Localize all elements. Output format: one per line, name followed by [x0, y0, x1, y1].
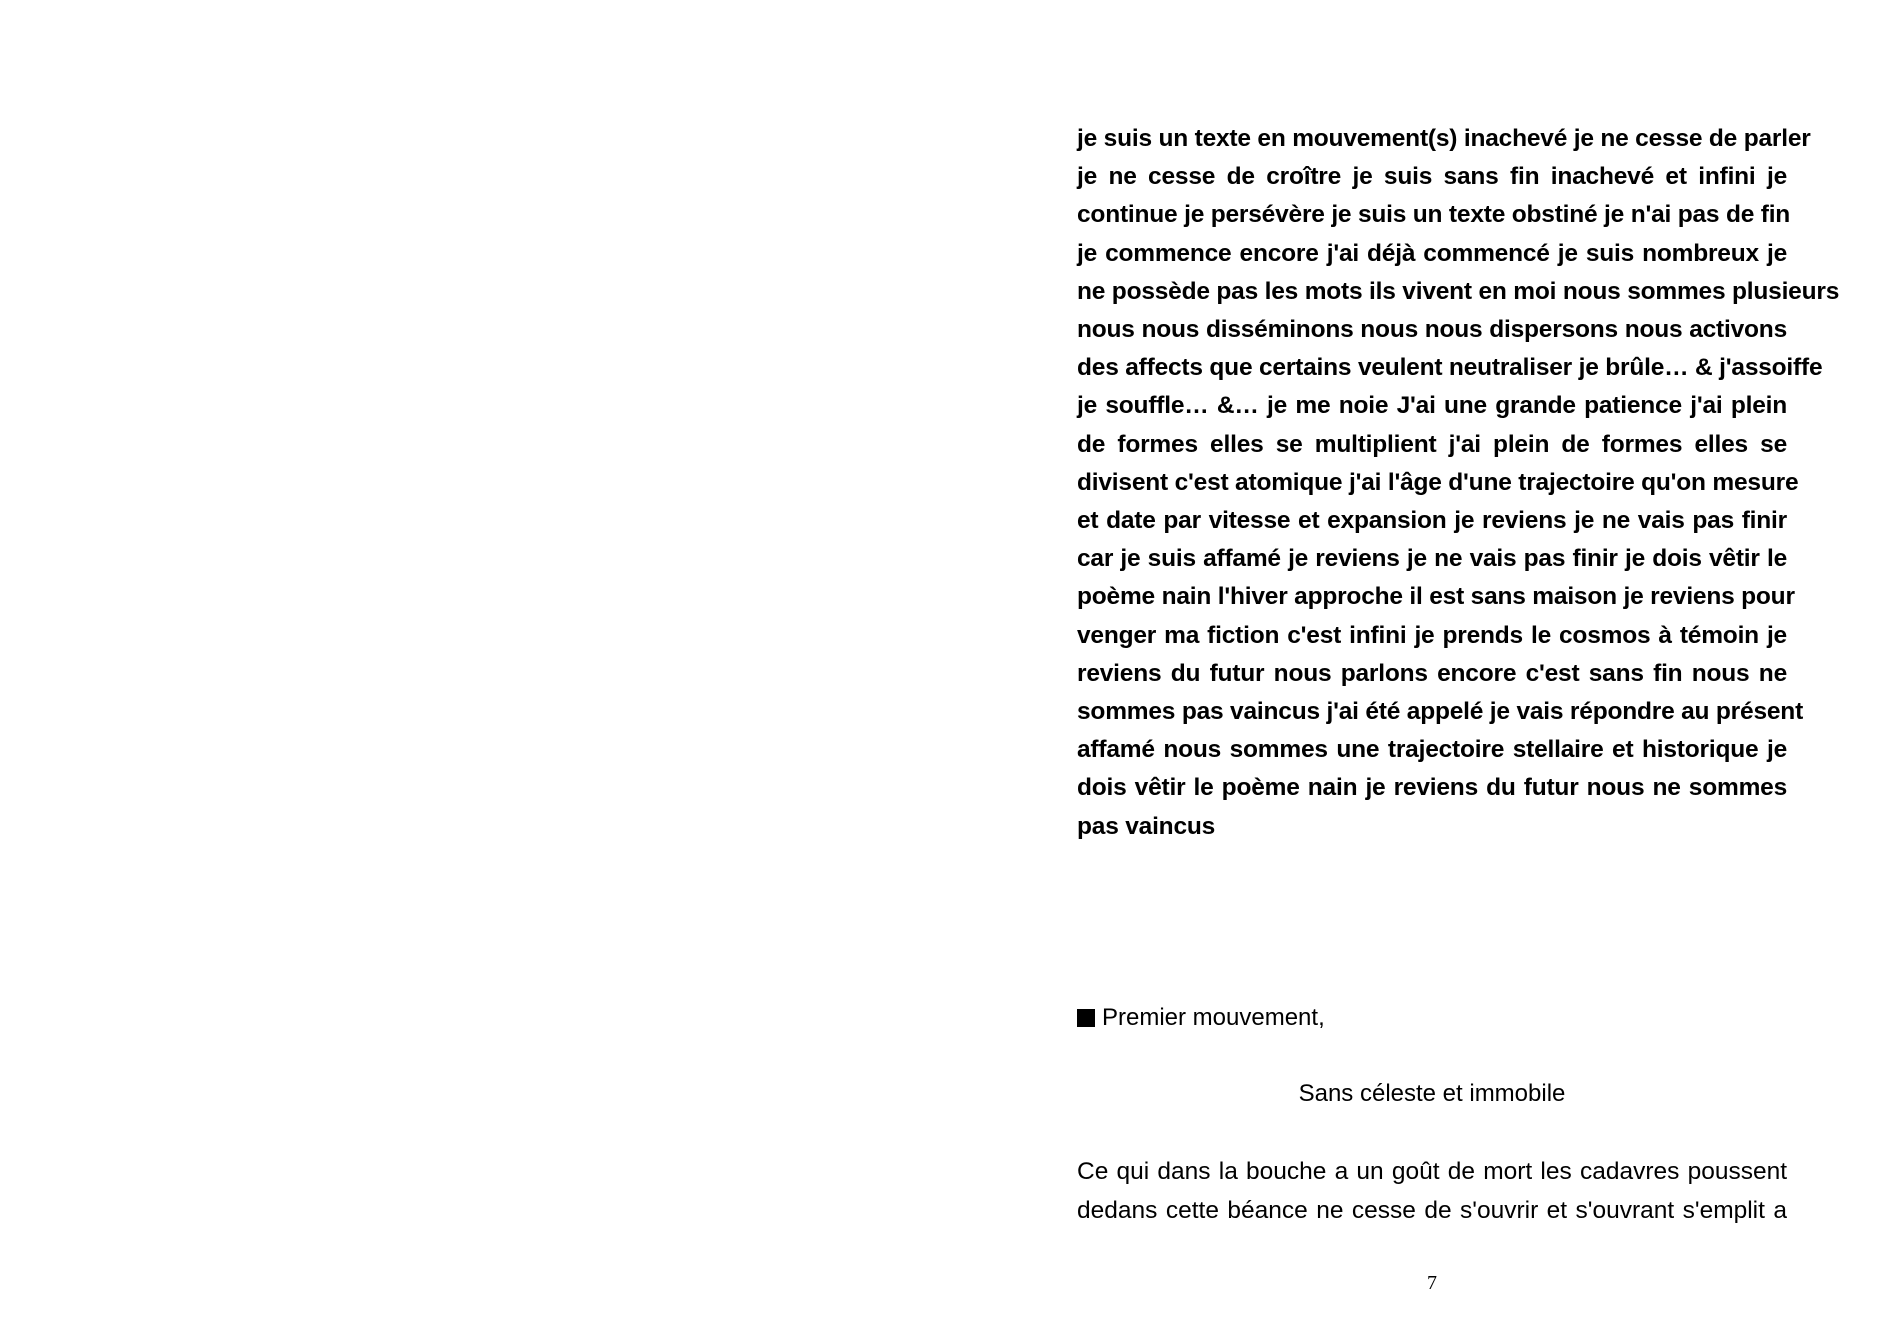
prose-line: pas vaincus	[1077, 812, 1216, 840]
prose-line: reviens du futur nous parlons encore c'est sans fin nous ne	[1077, 659, 1787, 687]
prose-line: des affects que certains veulent neutraliser je brûle… & j'assoiffe	[1077, 354, 1823, 382]
black-square-icon	[1077, 1009, 1095, 1027]
prose-line: de formes elles se multiplient j'ai plein de formes elles se	[1077, 430, 1787, 458]
page-number: 7	[1427, 1272, 1437, 1294]
prose-line: sommes pas vaincus j'ai été appelé je vais répondre au présent	[1077, 698, 1804, 726]
bold-prose-block	[1077, 120, 1840, 846]
prose-line: affamé nous sommes une trajectoire stellaire et historique je	[1077, 736, 1787, 764]
prose-line: dois vêtir le poème nain je reviens du futur nous ne sommes	[1077, 774, 1787, 802]
prose-line: poème nain l'hiver approche il est sans maison je reviens pour	[1077, 583, 1795, 611]
section-heading-text: Premier mouvement,	[1102, 1004, 1325, 1031]
prose-line: venger ma fiction c'est infini je prends le cosmos à témoin je	[1077, 621, 1787, 649]
prose-line: car je suis affamé je reviens je ne vais pas finir je dois vêtir le	[1077, 545, 1787, 573]
body-line: Ce qui dans la bouche a un goût de mort les cadavres poussent	[1077, 1158, 1787, 1185]
body-line: dedans cette béance ne cesse de s'ouvrir et s'ouvrant s'emplit a	[1077, 1197, 1787, 1224]
prose-line: je ne cesse de croître je suis sans fin inachevé et infini je	[1077, 163, 1787, 191]
prose-line: je souffle… &… je me noie J'ai une grande patience j'ai plein	[1077, 392, 1787, 420]
prose-line: je suis un texte en mouvement(s) inachevé je ne cesse de parler	[1077, 125, 1811, 152]
section-heading	[1077, 1000, 1325, 1036]
section-subtitle: Sans céleste et immobile	[1298, 1080, 1566, 1107]
prose-line: nous nous disséminons nous nous dispersons nous activons	[1077, 316, 1787, 344]
prose-line: ne possède pas les mots ils vivent en moi nous sommes plusieurs	[1077, 277, 1840, 305]
prose-line: continue je persévère je suis un texte obstiné je n'ai pas de fin	[1077, 201, 1791, 229]
prose-line: divisent c'est atomique j'ai l'âge d'une trajectoire qu'on mesure	[1077, 468, 1799, 496]
prose-line: et date par vitesse et expansion je reviens je ne vais pas finir	[1077, 507, 1787, 535]
body-text-block	[1077, 1152, 1787, 1230]
prose-line: je commence encore j'ai déjà commencé je suis nombreux je	[1077, 239, 1787, 267]
